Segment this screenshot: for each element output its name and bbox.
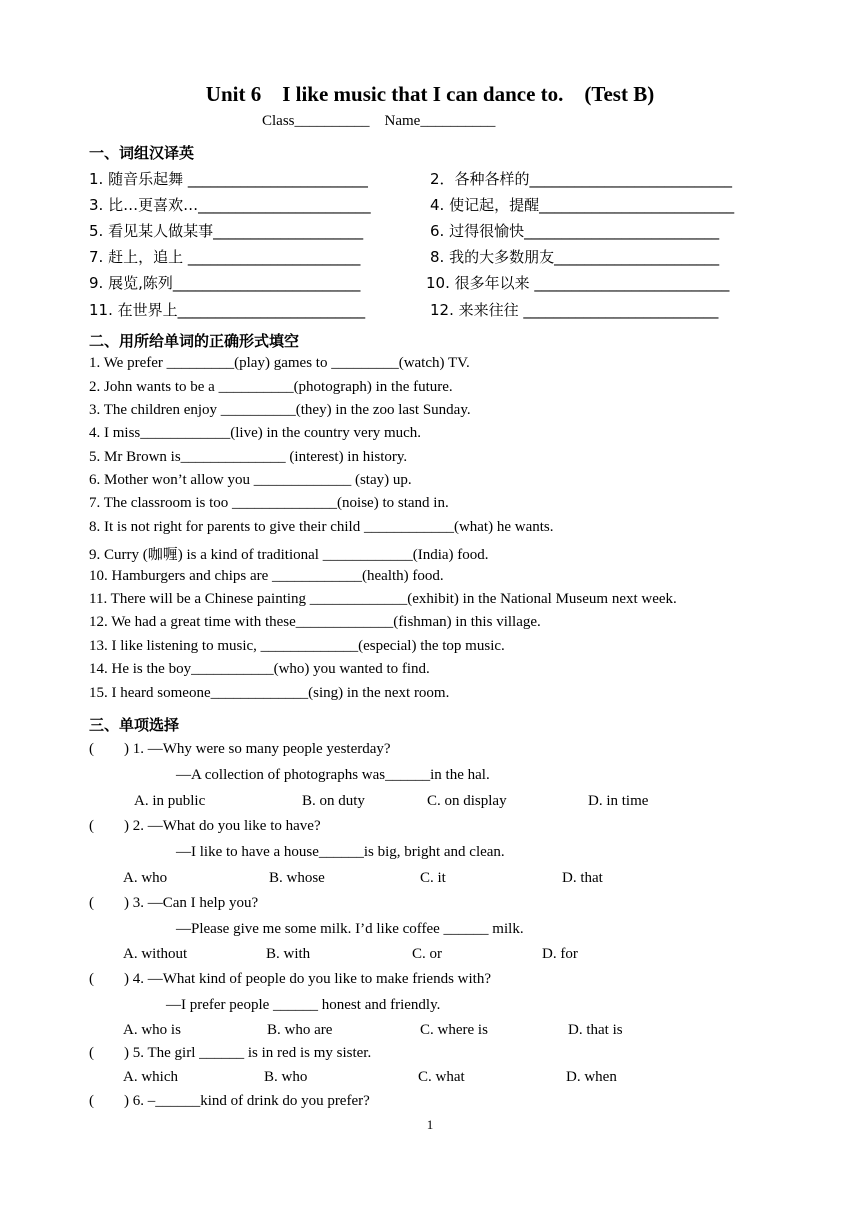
mc-question-answer-line: —I like to have a house______is big, bright and clean.: [176, 844, 505, 860]
class-name-line: Class__________ Name__________: [262, 113, 496, 129]
vocab-item: 10. 很多年以来 __________________________: [426, 274, 730, 292]
vocab-item: 11. 在世界上_________________________: [89, 301, 366, 319]
vocab-item: 5. 看见某人做某事____________________: [89, 222, 364, 240]
mc-option-d: D. that is: [568, 1022, 623, 1038]
mc-option-c: C. or: [412, 946, 442, 962]
fill-in-item: 2. John wants to be a __________(photograph) in the future.: [89, 379, 453, 395]
mc-question-stem: ( ) 5. The girl ______ is in red is my sister.: [89, 1045, 372, 1061]
mc-option-a: A. who: [123, 870, 168, 886]
vocab-item: 6. 过得很愉快__________________________: [430, 222, 720, 240]
mc-option-a: A. without: [123, 946, 188, 962]
mc-question-stem: ( ) 1. —Why were so many people yesterday?: [89, 741, 391, 757]
mc-option-b: B. who are: [267, 1022, 333, 1038]
fill-in-item: 10. Hamburgers and chips are ____________(health) food.: [89, 568, 444, 584]
mc-question-stem: ( ) 2. —What do you like to have?: [89, 818, 321, 834]
section2-heading: 二、用所给单词的正确形式填空: [89, 332, 300, 350]
vocab-item: 2．各种各样的___________________________: [430, 170, 733, 188]
fill-in-item: 5. Mr Brown is______________ (interest) in history.: [89, 449, 408, 465]
mc-question-stem: ( ) 4. —What kind of people do you like to make friends with?: [89, 971, 491, 987]
fill-in-item: 12. We had a great time with these_____________(fishman) in this village.: [89, 614, 541, 630]
mc-option-a: A. which: [123, 1069, 178, 1085]
vocab-item: 4. 使记起，提醒__________________________: [430, 196, 735, 214]
mc-option-c: C. what: [418, 1069, 465, 1085]
mc-option-d: D. for: [542, 946, 578, 962]
mc-option-b: B. who: [264, 1069, 308, 1085]
mc-option-d: D. that: [562, 870, 603, 886]
vocab-item: 3. 比…更喜欢…_______________________: [89, 196, 371, 214]
fill-in-item: 4. I miss____________(live) in the country very much.: [89, 425, 422, 441]
vocab-item: 8. 我的大多数朋友______________________: [430, 248, 720, 266]
vocab-item: 1. 随音乐起舞 ________________________: [89, 170, 368, 188]
fill-in-item: 3. The children enjoy __________(they) in the zoo last Sunday.: [89, 402, 471, 418]
fill-in-item: 14. He is the boy___________(who) you wanted to find.: [89, 661, 430, 677]
fill-in-item: 9. Curry (咖喱) is a kind of traditional ____________(India) food.: [89, 547, 489, 563]
mc-option-c: C. it: [420, 870, 446, 886]
section1-heading: 一、词组汉译英: [89, 144, 195, 162]
vocab-item: 9. 展览,陈列_________________________: [89, 274, 361, 292]
mc-option-d: D. in time: [588, 793, 649, 809]
mc-option-c: C. where is: [420, 1022, 488, 1038]
mc-question-answer-line: —A collection of photographs was______in the hal.: [176, 767, 490, 783]
section3-heading: 三、单项选择: [89, 716, 180, 734]
mc-question-answer-line: —Please give me some milk. I’d like coffee ______ milk.: [176, 921, 524, 937]
mc-question-stem: ( ) 6. –______kind of drink do you prefer?: [89, 1093, 370, 1109]
fill-in-item: 8. It is not right for parents to give their child ____________(what) he wants.: [89, 519, 554, 535]
fill-in-item: 1. We prefer _________(play) games to _________(watch) TV.: [89, 355, 470, 371]
page-number: 1: [426, 1117, 434, 1132]
page-title: Unit 6 I like music that I can dance to. (Test B): [205, 82, 655, 106]
mc-option-b: B. whose: [269, 870, 325, 886]
fill-in-item: 7. The classroom is too ______________(noise) to stand in.: [89, 495, 449, 511]
fill-in-item: 13. I like listening to music, _____________(especial) the top music.: [89, 638, 505, 654]
fill-in-item: 6. Mother won’t allow you _____________ (stay) up.: [89, 472, 412, 488]
mc-option-a: A. who is: [123, 1022, 181, 1038]
mc-option-b: B. on duty: [302, 793, 365, 809]
mc-question-answer-line: —I prefer people ______ honest and friendly.: [166, 997, 441, 1013]
fill-in-item: 15. I heard someone_____________(sing) in the next room.: [89, 685, 450, 701]
mc-option-d: D. when: [566, 1069, 617, 1085]
vocab-item: 7. 赶上，追上 _______________________: [89, 248, 361, 266]
fill-in-item: 11. There will be a Chinese painting _____________(exhibit) in the National Museum next week.: [89, 591, 677, 607]
mc-question-stem: ( ) 3. —Can I help you?: [89, 895, 259, 911]
mc-option-a: A. in public: [134, 793, 206, 809]
mc-option-c: C. on display: [427, 793, 507, 809]
mc-option-b: B. with: [266, 946, 311, 962]
vocab-item: 12. 来来往往 __________________________: [430, 301, 719, 319]
